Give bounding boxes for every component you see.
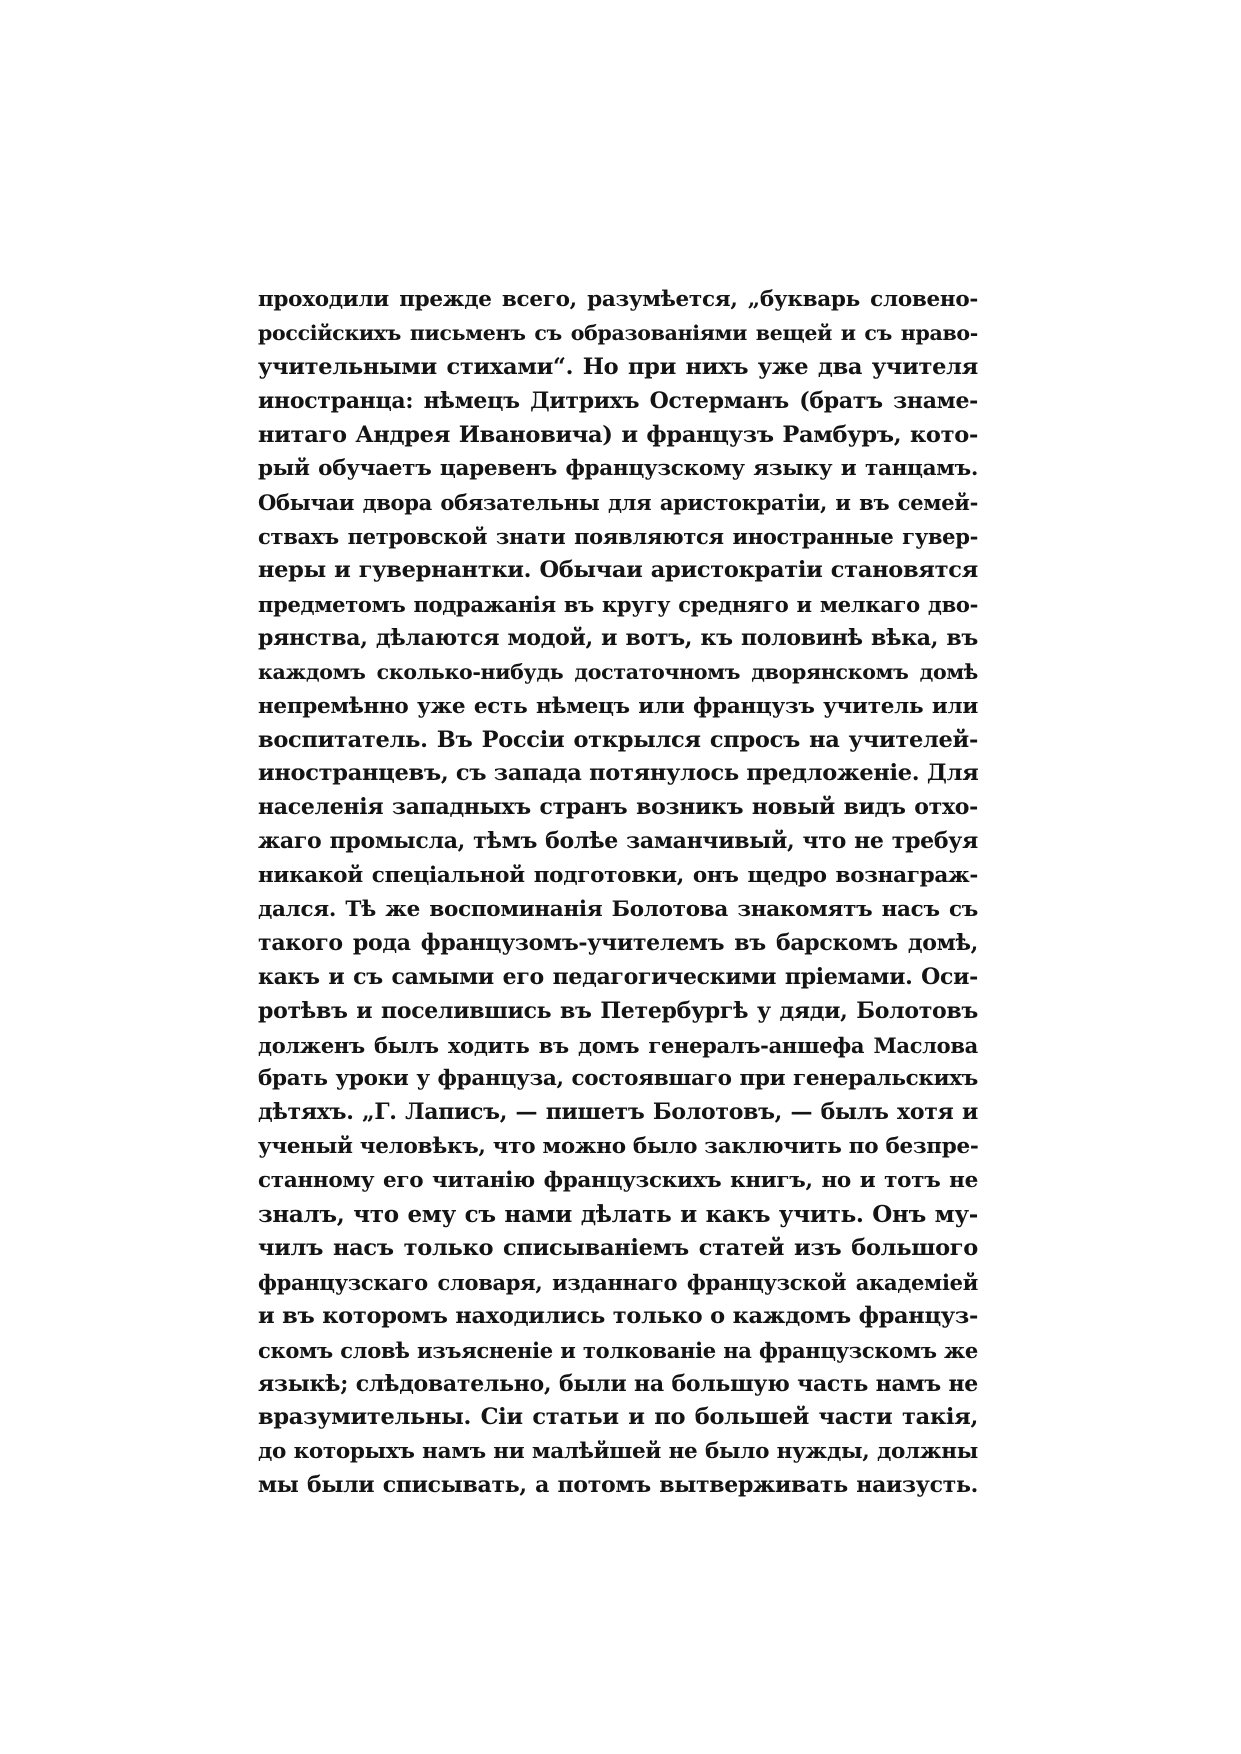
text-line: долженъ былъ ходить въ домъ генералъ-аншефа Маслова	[258, 1032, 978, 1058]
text-line: мы были списывать, а потомъ вытверживать наизусть.	[258, 1472, 978, 1499]
text-line: иностранца: нѣмецъ Дитрихъ Остерманъ (братъ знаме-	[258, 387, 978, 414]
text-line: учительными стихами“. Но при нихъ уже два учителя	[258, 353, 978, 380]
text-line: каждомъ сколько-нибудь достаточномъ дворянскомъ домѣ	[258, 659, 978, 684]
text-line: рый обучаетъ царевенъ французскому языку и танцамъ.	[258, 456, 978, 482]
text-line: вразумительны. Сіи статьи и по большей части такія,	[258, 1404, 978, 1431]
text-line: языкѣ; слѣдовательно, были на большую часть намъ не	[258, 1370, 978, 1397]
text-line: рянства, дѣлаются модой, и вотъ, къ половинѣ вѣка, въ	[258, 624, 978, 651]
text-line: непремѣнно уже есть нѣмецъ или французъ учитель или	[258, 693, 978, 719]
text-line: предметомъ подражанія въ кругу средняго и мелкаго дво-	[258, 592, 978, 618]
text-line: дѣтяхъ. „Г. Лаписъ, — пишетъ Болотовъ, — былъ хотя и	[258, 1099, 978, 1126]
text-line: зналъ, что ему съ нами дѣлать и какъ учить. Онъ му-	[258, 1201, 978, 1229]
text-line: станному его читанію французскихъ книгъ, но и тотъ не	[258, 1168, 978, 1194]
text-line: населенія западныхъ странъ возникъ новый видъ отхо-	[258, 794, 978, 821]
text-line: ротѣвъ и поселившись въ Петербургѣ у дяди, Болотовъ	[258, 997, 978, 1024]
text-line: чилъ насъ только списываніемъ статей изъ большого	[258, 1234, 978, 1261]
text-line: брать уроки у француза, состоявшаго при генеральскихъ	[258, 1066, 978, 1092]
text-line: ученый человѣкъ, что можно было заключить по безпре-	[258, 1134, 979, 1160]
text-line: Обычаи двора обязательны для аристократіи, и въ семей-	[258, 490, 978, 516]
text-line: никакой спеціальной подготовки, онъ щедро вознаграж-	[258, 863, 978, 889]
text-line: нитаго Андрея Ивановича) и французъ Рамбуръ, кото-	[258, 421, 978, 448]
text-line: проходили прежде всего, разумѣется, „букварь словено-	[258, 287, 978, 312]
page-body-text	[258, 283, 978, 1503]
text-line: неры и гувернантки. Обычаи аристократіи становятся	[258, 557, 978, 584]
text-line: дался. Тѣ же воспоминанія Болотова знакомятъ насъ съ	[258, 897, 978, 923]
text-line: и въ которомъ находились только о каждомъ француз-	[258, 1302, 978, 1329]
text-line: воспитатель. Въ Россіи открылся спросъ на учителей-	[258, 726, 978, 753]
text-line: жаго промысла, тѣмъ болѣе заманчивый, что не требуя	[258, 828, 978, 855]
text-line: какъ и съ самыми его педагогическими пріемами. Оси-	[258, 963, 978, 990]
text-line: ствахъ петровской знати появляются иностранные гувер-	[258, 524, 978, 550]
text-line: россійскихъ письменъ съ образованіями вещей и съ нраво-	[258, 320, 978, 345]
text-line: иностранцевъ, съ запада потянулось предложеніе. Для	[258, 760, 979, 787]
text-line: до которыхъ намъ ни малѣйшей не было нужды, должны	[258, 1439, 978, 1465]
text-line: скомъ словѣ изъясненіе и толкованіе на французскомъ же	[258, 1337, 978, 1363]
text-line: такого рода французомъ-учителемъ въ барскомъ домѣ,	[258, 929, 978, 956]
text-line: французскаго словаря, изданнаго французской академіей	[258, 1269, 978, 1295]
